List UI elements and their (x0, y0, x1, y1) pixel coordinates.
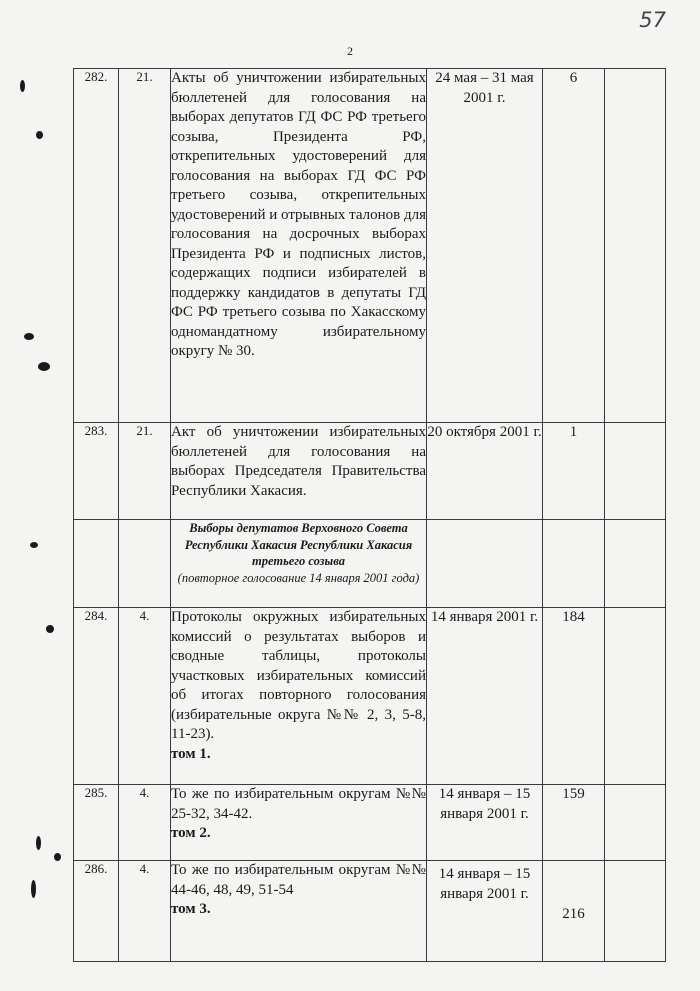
volume-label: том 1. (171, 745, 211, 762)
table-row (74, 785, 666, 861)
section-row (74, 520, 666, 608)
item-dates: 24 мая – 31 мая 2001 г. (427, 69, 543, 423)
section-subtitle: (повторное голосование 14 января 2001 года) (177, 570, 420, 585)
page-number: 2 (347, 44, 353, 58)
notes-cell (605, 861, 666, 962)
inventory-number: 4. (119, 785, 171, 861)
item-number: 282. (74, 69, 119, 423)
section-heading (171, 520, 427, 608)
title-text: Акт об уничтожении избирательных бюллетеней для голосования на выборах Председателя Правительства Республики Хакасия. (171, 424, 426, 499)
punch-mark (46, 625, 54, 633)
item-title (171, 423, 427, 520)
register-table (73, 68, 666, 962)
inventory-number: 4. (119, 861, 171, 962)
sheet-count: 1 (543, 423, 605, 520)
folio-number: 57 (639, 8, 666, 32)
item-title (171, 861, 427, 962)
notes-cell (605, 423, 666, 520)
title-text: Протоколы окружных избирательных комиссий о результатах выборов и сводные таблицы, протоколы участковых избирательных комиссий об итогах повторного голосования (избирательные округа №№ 2, 3, 5-8, 11-23). (171, 609, 426, 742)
item-title (171, 608, 427, 785)
punch-mark (31, 880, 36, 898)
punch-mark (38, 362, 50, 371)
punch-mark (20, 80, 25, 92)
table-row (74, 423, 666, 520)
volume-label: том 2. (171, 825, 211, 841)
title-text: Акты об уничтожении избирательных бюллетеней для голосования на выборах депутатов ГД ФС РФ третьего созыва, Президента РФ, открепительных удостоверений для голосования на выборах ГД ФС РФ третьего созыва, открепительных удостоверений и отрывных талонов для голосования на досрочных выборах Президента РФ и подписных листов, содержащих подписи избирателей в поддержку кандидатов в депутаты ГД ФС РФ третьего созыва по Хакасскому одномандатному избирательному округу № 30. (171, 70, 426, 359)
punch-mark (36, 131, 43, 139)
inventory-number: 21. (119, 69, 171, 423)
inventory-number: 21. (119, 423, 171, 520)
punch-mark (54, 853, 61, 861)
item-number: 284. (74, 608, 119, 785)
item-dates: 14 января – 15 января 2001 г. (427, 861, 543, 962)
punch-mark (30, 542, 38, 548)
item-number: 285. (74, 785, 119, 861)
title-text: То же по избирательным округам №№ 25-32, 34-42. (171, 786, 426, 822)
item-title (171, 69, 427, 423)
item-dates: 14 января 2001 г. (427, 608, 543, 785)
sheet-count: 216 (543, 861, 605, 962)
item-number: 283. (74, 423, 119, 520)
table-row (74, 861, 666, 962)
item-dates: 20 октября 2001 г. (427, 423, 543, 520)
sheet-count: 6 (543, 69, 605, 423)
item-dates: 14 января – 15 января 2001 г. (427, 785, 543, 861)
table-row (74, 608, 666, 785)
punch-mark (24, 333, 34, 340)
notes-cell (605, 69, 666, 423)
item-number: 286. (74, 861, 119, 962)
volume-label: том 3. (171, 901, 211, 917)
inventory-number: 4. (119, 608, 171, 785)
notes-cell (605, 608, 666, 785)
table-row (74, 69, 666, 423)
section-title: Выборы депутатов Верховного Совета Республики Хакасия Республики Хакасия третьего созыва (184, 521, 413, 568)
title-text: То же по избирательным округам №№ 44-46, 48, 49, 51-54 (171, 862, 426, 898)
punch-mark (36, 836, 41, 850)
item-title (171, 785, 427, 861)
sheet-count: 159 (543, 785, 605, 861)
sheet-count: 184 (543, 608, 605, 785)
notes-cell (605, 785, 666, 861)
